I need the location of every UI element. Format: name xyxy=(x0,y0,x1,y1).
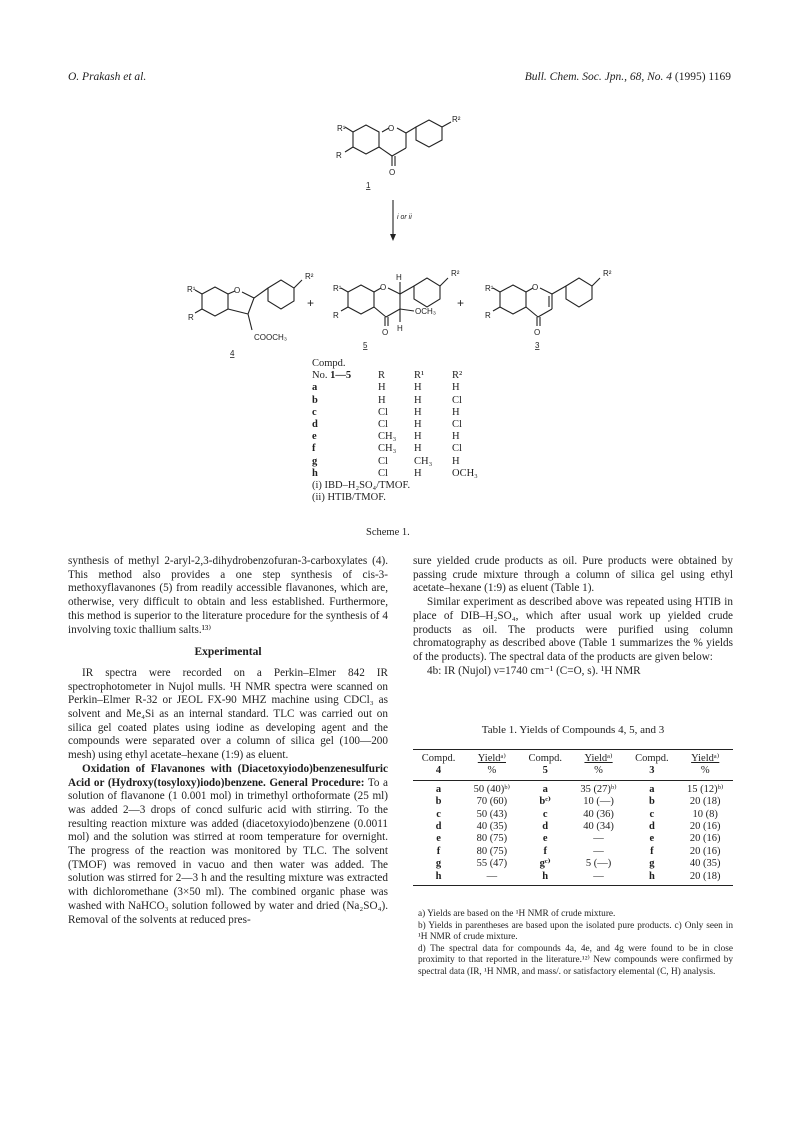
label-o-keto: O xyxy=(382,328,389,337)
table-compound-cell: f xyxy=(436,845,441,857)
legend-substituent: H xyxy=(414,382,422,394)
table-yield-cell: 20 (16) xyxy=(689,845,721,857)
legend-substituent: CH₃ xyxy=(414,455,433,467)
label-h-top: H xyxy=(396,273,402,282)
legend-substituent: Cl xyxy=(452,394,462,406)
table1-caption: Table 1. Yields of Compounds 4, 5, and 3 xyxy=(481,724,665,736)
paragraph-intro-end: synthesis of methyl 2-aryl-2,3-dihydrobenzofuran-3-carboxylates (4). This method also provides a one step synthesis of cis-3-methoxyflavanones (5) from readily accessible flavanones, which are, otherwise, very difficult to obtain and less established. Furthermore, this method is superior to the literature procedure for the synthesis of 4 involving toxic thallium salts.¹³⁾ xyxy=(68,555,388,636)
benzo-ring xyxy=(353,125,379,154)
table-header-cell: Yieldᵃ⁾ xyxy=(677,750,733,766)
table-subheader-cell: % xyxy=(677,765,733,780)
table-yield-cell: 80 (75) xyxy=(476,845,508,857)
legend-substituent: H xyxy=(414,394,422,406)
journal-issue: No. 4 xyxy=(647,71,672,83)
table-header-cell: Compd. xyxy=(413,750,464,766)
legend-substituent: Cl xyxy=(378,406,388,418)
table-header-cell: Yieldᵃ⁾ xyxy=(464,750,520,766)
legend-substituent: H xyxy=(378,394,386,406)
reaction-arrow xyxy=(380,196,440,246)
svg-text:+: + xyxy=(307,296,315,310)
label-o-keto: O xyxy=(534,328,541,337)
legend-substituent: H xyxy=(414,431,422,443)
table-yield-cell: 50 (43) xyxy=(476,808,508,820)
legend-header-row xyxy=(312,370,492,382)
legend-compound-letter: h xyxy=(312,467,318,479)
legend-substituent: CH₃ xyxy=(378,431,397,443)
table-compound-cell: f xyxy=(650,845,654,857)
legend-substituent: H xyxy=(414,406,422,418)
legend-row xyxy=(312,456,492,468)
structure-compound-3 xyxy=(478,256,628,360)
legend-substituent: CH₃ xyxy=(378,443,397,455)
journal-volume: 68, xyxy=(629,71,645,83)
table-compound-cell: c xyxy=(436,808,441,820)
legend-row xyxy=(312,395,492,407)
legend-substituent: Cl xyxy=(378,455,388,467)
table1-footnotes xyxy=(418,909,733,979)
label-r2: R² xyxy=(305,272,314,281)
label-r1: R¹ xyxy=(187,285,196,294)
legend-compound-letter: f xyxy=(312,443,316,455)
table-subheader-cell: 3 xyxy=(626,765,677,780)
footnote-a: a) Yields are based on the ¹H NMR of crude mixture. xyxy=(418,909,616,919)
legend-row xyxy=(312,419,492,431)
table-yield-cell: 70 (60) xyxy=(476,796,508,808)
label-r2: R² xyxy=(452,115,461,124)
table-subheader-cell: 4 xyxy=(413,765,464,780)
substituent-legend xyxy=(312,358,492,504)
legend-head-r: R xyxy=(378,370,386,382)
label-r: R xyxy=(333,311,339,320)
table-yield-cell: 5 (—) xyxy=(585,858,612,870)
table-yield-cell: 20 (16) xyxy=(689,833,721,845)
scheme-caption: Scheme 1. xyxy=(366,527,410,538)
condition-i: (i) IBD–H₂SO₄/TMOF. xyxy=(312,480,411,492)
table-yield-cell: 15 (12)ᵇ⁾ xyxy=(686,783,724,795)
legend-substituent: H xyxy=(414,467,422,479)
table-yield-cell: 10 (8) xyxy=(692,808,718,820)
structure-compound-4 xyxy=(182,260,322,360)
table-row xyxy=(413,833,733,845)
table-yield-cell: — xyxy=(593,833,604,845)
right-column xyxy=(413,555,733,678)
table-compound-cell: g xyxy=(649,858,655,870)
table-compound-cell: b xyxy=(648,796,655,808)
table-yield-cell: 40 (36) xyxy=(583,808,614,820)
phenyl-ring xyxy=(268,280,294,309)
table-compound-cell: a xyxy=(542,783,548,795)
running-header-journal xyxy=(493,71,731,83)
compound-number-3: 3 xyxy=(535,341,540,350)
table1 xyxy=(413,749,733,886)
phenyl-ring xyxy=(566,278,592,307)
footnote-d: d) The spectral data for compounds 4a, 4e, and 4g were found to be in close proximity to that reported in the literature.¹²⁾ New compounds were confirmed by spectral data (IR, ¹H NMR, and mass/. or satisfactory elemental (C, H) analysis. xyxy=(418,943,733,977)
section-heading-experimental: Experimental xyxy=(194,646,262,659)
structure-compound-1 xyxy=(320,100,480,196)
table-yield-cell: 35 (27)ᵇ⁾ xyxy=(580,783,617,795)
legend-compound-letter: g xyxy=(312,455,318,467)
table-yield-cell: — xyxy=(464,871,520,886)
legend-substituent: Cl xyxy=(378,419,388,431)
table-yield-cell: 20 (16) xyxy=(689,821,721,833)
table-compound-cell: a xyxy=(435,783,442,795)
label-h-bottom: H xyxy=(397,324,403,333)
phenyl-ring xyxy=(414,278,440,307)
legend-substituent: H xyxy=(378,382,386,394)
label-o-keto: O xyxy=(389,168,396,177)
structure-compound-5 xyxy=(326,256,476,360)
table-compound-cell: e xyxy=(436,833,441,845)
legend-substituent: H xyxy=(452,382,460,394)
table-yield-cell: 40 (34) xyxy=(583,821,614,833)
table-row xyxy=(413,780,733,796)
legend-substituent: Cl xyxy=(452,419,462,431)
table-row xyxy=(413,846,733,858)
paragraph-instruments: IR spectra were recorded on a Perkin–Elmer 842 IR spectrophotometer in Nujol mulls. ¹H NMR spectra were scanned on Perkin–Elmer R-32 or JEOL FX-90 MHZ machine using CDCl₃ as solvent and Me₄Si as an internal standard. TLC was carried out on silica gel coated plates using iodine as developing agent and the compounds were separated over a column of silica gel (100—200 mesh) using ethyl acetate–hexane (1:9) as eluent. xyxy=(68,666,388,762)
legend-row xyxy=(312,443,492,455)
label-r1: R¹ xyxy=(485,284,494,293)
legend-substituent: Cl xyxy=(452,443,462,455)
table-compound-cell: e xyxy=(542,833,548,845)
label-r: R xyxy=(336,151,342,160)
legend-compound-letter: a xyxy=(312,382,318,394)
table-yield-cell: 10 (—) xyxy=(583,796,614,808)
table-compound-cell: e xyxy=(649,833,655,845)
table-yield-cell: 40 (35) xyxy=(476,821,508,833)
left-column xyxy=(68,555,388,927)
table-subheader-cell: 5 xyxy=(520,765,571,780)
legend-row xyxy=(312,382,492,394)
legend-substituent: OCH₃ xyxy=(452,467,478,479)
table-compound-cell: h xyxy=(413,871,464,886)
plus-sign-1 xyxy=(305,296,319,310)
table-yield-cell: — xyxy=(571,871,627,886)
table-yield-cell: 50 (40)ᵇ⁾ xyxy=(473,783,511,795)
label-r: R xyxy=(485,311,491,320)
table-yield-cell: 55 (47) xyxy=(476,858,508,870)
legend-compound-letter: d xyxy=(312,419,318,431)
compound-number-1: 1 xyxy=(366,181,371,190)
table-compound-cell: c xyxy=(542,808,548,820)
table-compound-cell: c xyxy=(649,808,655,820)
label-r1: R¹ xyxy=(337,124,346,133)
label-o-ring: O xyxy=(380,283,387,292)
table-compound-cell: f xyxy=(543,845,547,857)
legend-row xyxy=(312,468,492,480)
label-methoxy: OCH₃ xyxy=(415,307,437,316)
table-compound-cell: h xyxy=(626,871,677,886)
benzo-ring xyxy=(500,285,526,314)
label-o-ring: O xyxy=(234,286,241,295)
legend-row xyxy=(312,431,492,443)
table-row xyxy=(413,796,733,808)
table-row xyxy=(413,871,733,886)
table-row xyxy=(413,858,733,870)
table-row xyxy=(413,821,733,833)
arrow-label: i or ii xyxy=(397,214,412,221)
page-number: 1169 xyxy=(708,71,731,83)
table-header-cell: Yieldᵃ⁾ xyxy=(571,750,627,766)
journal-name: Bull. Chem. Soc. Jpn., xyxy=(524,71,627,83)
procedure-heading: Oxidation of Flavanones with (Diacetoxyiodo)benzenesulfuric Acid or (Hydroxy(tosyloxy)iodo)benzene. General Procedure: xyxy=(68,762,388,789)
journal-year: (1995) xyxy=(674,71,706,83)
legend-header-row xyxy=(312,358,492,370)
legend-substituent: Cl xyxy=(378,467,388,479)
table-yield-cell: — xyxy=(593,845,604,857)
table-row xyxy=(413,809,733,821)
procedure-body: To a solution of flavanone (1 0.001 mol) in trimethyl orthoformate (25 ml) was added 2—3 drops of concd sulfuric acid with stirring. To the resulting reaction mixture was added (diacetoxyiodo)benzene (0.0011 mol) and the solution was stirred at room temperature for overnight. The progress of the reaction was monitored by TLC. The solvent (TMOF) was removed in vacuo and then water was added. The solution was stirred for 2—3 h and the resulting mixture was extracted with dichloromethane (3×50 ml). The combined organic phase was washed with NaHCO₃ solution followed by water and dried (Na₂SO₄). Removal of the solvents at reduced pres- xyxy=(68,776,388,926)
legend-substituent: H xyxy=(452,455,460,467)
label-o-ring: O xyxy=(532,283,539,292)
table-subheader-cell: % xyxy=(571,765,627,780)
legend-compound-letter: b xyxy=(312,394,318,406)
legend-substituent: H xyxy=(414,419,422,431)
legend-head-compd: Compd. xyxy=(312,358,346,369)
paragraph-htib: Similar experiment as described above was repeated using HTIB in place of DIB–H₂SO₄, which after usual work up yielded crude products as oil. The products were purified using column chromatography as described above (Table 1 summarizes the % yields of the products). The spectral data of the products are given below: xyxy=(413,596,733,663)
table-compound-cell: d xyxy=(435,821,442,833)
label-r1: R¹ xyxy=(333,284,342,293)
legend-compound-letter: c xyxy=(312,406,317,418)
footnote-b: b) Yields in parentheses are based upon the isolated pure products. c) Only seen in ¹H NMR of crude mixture. xyxy=(418,920,733,943)
benzo-ring xyxy=(348,285,374,314)
legend-substituent: H xyxy=(452,431,460,443)
table-subheader-cell: % xyxy=(464,765,520,780)
label-ester: COOCH₃ xyxy=(254,333,288,342)
table-yield-cell: 40 (35) xyxy=(689,858,721,870)
table-compound-cell: b xyxy=(435,796,442,808)
compound-number-4: 4 xyxy=(230,349,235,358)
svg-text:+: + xyxy=(457,296,465,310)
table-subheader-row xyxy=(413,765,733,780)
legend-substituent: H xyxy=(414,443,422,455)
table-compound-cell: bᶜ⁾ xyxy=(539,796,552,808)
table-header-cell: Compd. xyxy=(626,750,677,766)
table-compound-cell: h xyxy=(520,871,571,886)
table-compound-cell: d xyxy=(542,821,549,833)
label-r2: R² xyxy=(603,269,612,278)
legend-compound-letter: e xyxy=(312,431,317,443)
table-compound-cell: d xyxy=(648,821,655,833)
legend-head-r1: R¹ xyxy=(414,370,425,382)
legend-head-r2: R² xyxy=(452,370,463,382)
table-yield-cell: 20 (18) xyxy=(677,871,733,886)
condition-ii: (ii) HTIB/TMOF. xyxy=(312,492,386,504)
label-r: R xyxy=(188,313,194,322)
running-header-authors: O. Prakash et al. xyxy=(68,71,147,83)
paragraph-spectral-4b: 4b: IR (Nujol) ν=1740 cm⁻¹ (C=O, s). ¹H NMR xyxy=(427,664,641,677)
paragraph-procedure xyxy=(68,763,388,927)
table-header-cell: Compd. xyxy=(520,750,571,766)
table-compound-cell: a xyxy=(649,783,655,795)
table-yield-cell: 20 (18) xyxy=(689,796,721,808)
compound-number-5: 5 xyxy=(363,341,368,350)
legend-row xyxy=(312,407,492,419)
table-header-row xyxy=(413,750,733,766)
table-yield-cell: 80 (75) xyxy=(476,833,508,845)
table-compound-cell: gᶜ⁾ xyxy=(539,858,551,870)
benzo-ring xyxy=(202,287,228,316)
label-r2: R² xyxy=(451,269,460,278)
paragraph-purification: sure yielded crude products as oil. Pure products were obtained by passing crude mixture through a column of silica gel using ethyl acetate–hexane (1:9) as eluent (Table 1). xyxy=(413,555,733,595)
legend-head-no: No. 1—5 xyxy=(312,370,352,382)
table-compound-cell: g xyxy=(435,858,442,870)
legend-substituent: H xyxy=(452,406,460,418)
plus-sign-2 xyxy=(455,296,469,310)
label-o-ring: O xyxy=(388,124,395,133)
phenyl-ring xyxy=(416,120,442,147)
